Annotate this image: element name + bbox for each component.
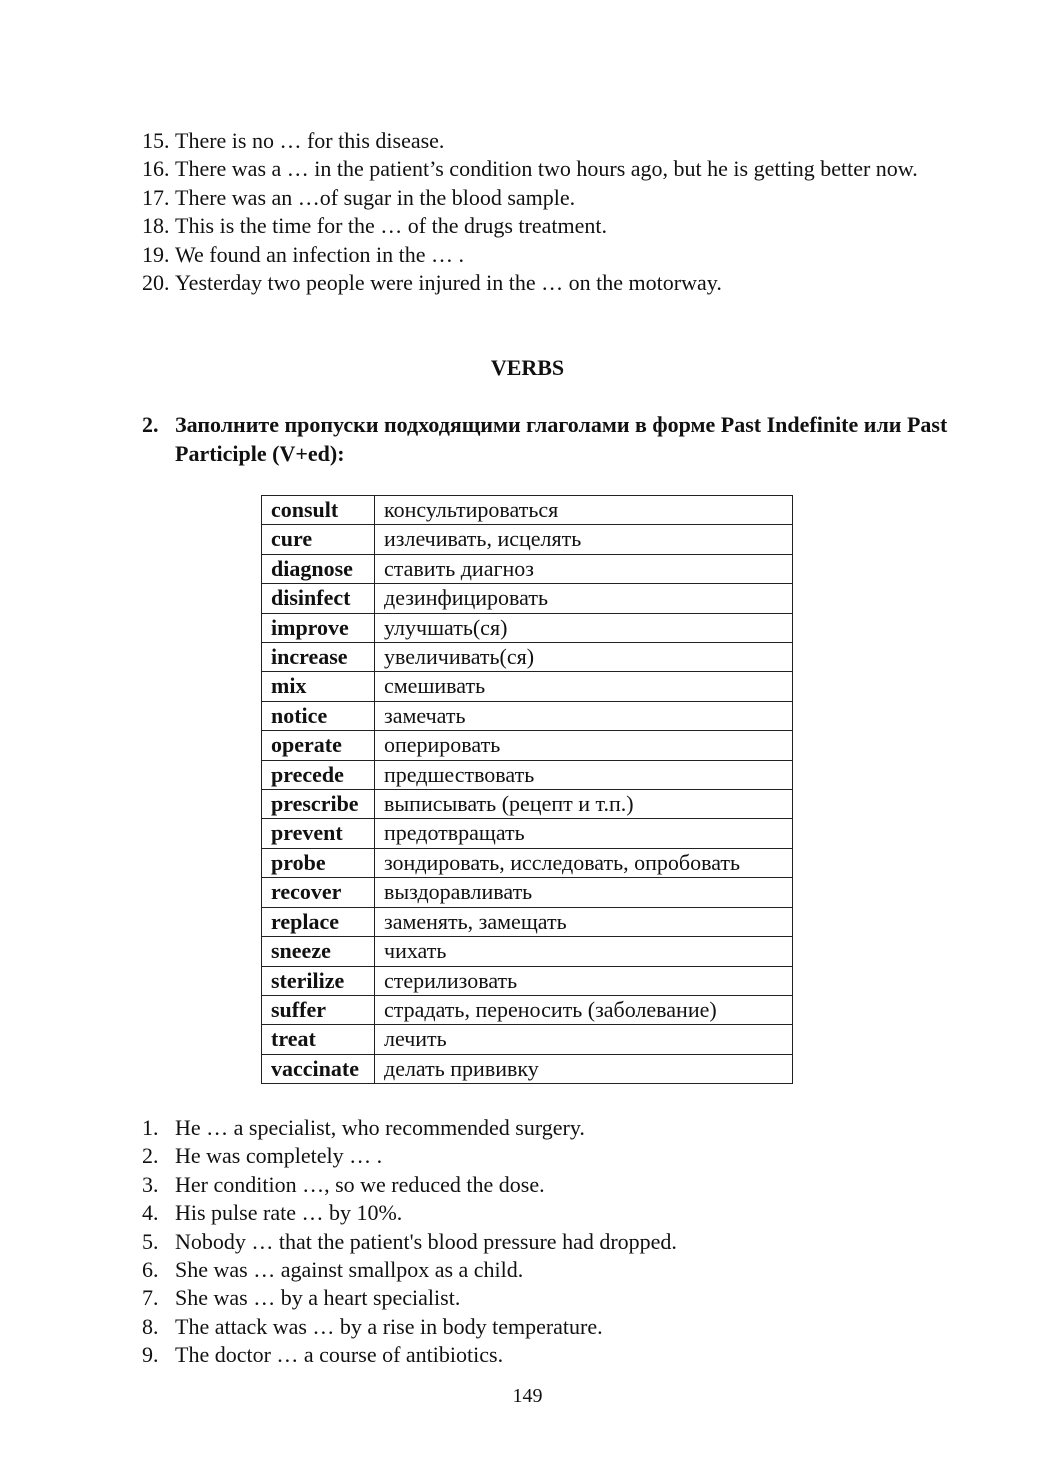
item-number: 9.: [142, 1342, 159, 1368]
list-item: [142, 241, 920, 269]
item-number: 5.: [142, 1228, 159, 1254]
item-text: He … a specialist, who recommended surgery.: [175, 1115, 585, 1140]
russian-translation-cell: делать прививку: [375, 1054, 793, 1083]
item-text: She was … by a heart specialist.: [175, 1285, 461, 1311]
item-number: 17.: [142, 184, 170, 210]
list-item: [142, 1114, 677, 1142]
task-text: Заполните пропуски подходящими глаголами в форме Past Indefinite или Past Participle (V+ed):: [175, 412, 948, 466]
russian-translation-cell: дезинфицировать: [375, 584, 793, 613]
russian-translation-cell: оперировать: [375, 731, 793, 760]
russian-translation-cell: заменять, замещать: [375, 907, 793, 936]
table-row: [262, 554, 793, 583]
russian-translation-cell: смешивать: [375, 672, 793, 701]
table-row: [262, 613, 793, 642]
item-text: He was completely … .: [175, 1143, 383, 1169]
list-item: [142, 1142, 677, 1170]
russian-translation-cell: предотвращать: [375, 819, 793, 848]
table-row: [262, 966, 793, 995]
table-row: [262, 525, 793, 554]
russian-translation-cell: чихать: [375, 937, 793, 966]
item-text: There was a … in the patient’s condition two hours ago, but he is getting better now.: [175, 156, 918, 182]
table-row: [262, 1054, 793, 1083]
item-number: 4.: [142, 1200, 159, 1226]
table-row: [262, 878, 793, 907]
russian-translation-cell: зондировать, исследовать, опробовать: [375, 848, 793, 877]
vocabulary-table: [261, 495, 793, 1084]
page-number: 149: [512, 1385, 543, 1407]
item-text: There is no … for this disease.: [175, 128, 445, 153]
table-row: [262, 496, 793, 525]
item-number: 6.: [142, 1257, 159, 1283]
english-verb-cell: sterilize: [262, 966, 375, 995]
table-row: [262, 819, 793, 848]
list-item: [142, 1171, 677, 1199]
russian-translation-cell: выздоравливать: [375, 878, 793, 907]
item-number: 19.: [142, 241, 170, 267]
table-row: [262, 1025, 793, 1054]
list-item: [142, 1341, 677, 1369]
english-verb-cell: treat: [262, 1025, 375, 1054]
table-row: [262, 907, 793, 936]
list-item: [142, 1284, 677, 1312]
russian-translation-cell: стерилизовать: [375, 966, 793, 995]
table-row: [262, 584, 793, 613]
english-verb-cell: suffer: [262, 995, 375, 1024]
table-row: [262, 760, 793, 789]
english-verb-cell: recover: [262, 878, 375, 907]
item-number: 1.: [142, 1115, 159, 1140]
english-verb-cell: sneeze: [262, 937, 375, 966]
item-text: His pulse rate … by 10%.: [175, 1200, 403, 1226]
russian-translation-cell: излечивать, исцелять: [375, 525, 793, 554]
item-text: She was … against smallpox as a child.: [175, 1257, 524, 1283]
section-heading: VERBS: [490, 355, 565, 380]
russian-translation-cell: замечать: [375, 701, 793, 730]
item-number: 2.: [142, 1143, 159, 1169]
english-verb-cell: disinfect: [262, 584, 375, 613]
item-text: The doctor … a course of antibiotics.: [175, 1342, 504, 1368]
english-verb-cell: increase: [262, 643, 375, 672]
russian-translation-cell: выписывать (рецепт и т.п.): [375, 790, 793, 819]
english-verb-cell: consult: [262, 496, 375, 525]
list-item: [142, 212, 920, 240]
table-row: [262, 731, 793, 760]
list-item: [142, 1228, 677, 1256]
item-text: Nobody … that the patient's blood pressure had dropped.: [175, 1228, 677, 1254]
russian-translation-cell: предшествовать: [375, 760, 793, 789]
english-verb-cell: precede: [262, 760, 375, 789]
item-number: 8.: [142, 1313, 159, 1339]
table-row: [262, 701, 793, 730]
english-verb-cell: vaccinate: [262, 1054, 375, 1083]
list-item: [142, 1256, 677, 1284]
item-number: 7.: [142, 1285, 159, 1311]
item-number: 15.: [142, 128, 170, 153]
table-row: [262, 672, 793, 701]
item-text: The attack was … by a rise in body temperature.: [175, 1313, 603, 1339]
russian-translation-cell: консультироваться: [375, 496, 793, 525]
english-verb-cell: prescribe: [262, 790, 375, 819]
item-text: Yesterday two people were injured in the … on the motorway.: [175, 270, 722, 296]
english-verb-cell: probe: [262, 848, 375, 877]
list-item: [142, 1199, 677, 1227]
english-verb-cell: replace: [262, 907, 375, 936]
english-verb-cell: improve: [262, 613, 375, 642]
table-row: [262, 937, 793, 966]
english-verb-cell: mix: [262, 672, 375, 701]
list-item: [142, 269, 920, 297]
item-number: 3.: [142, 1171, 159, 1197]
russian-translation-cell: ставить диагноз: [375, 554, 793, 583]
table-row: [262, 790, 793, 819]
russian-translation-cell: улучшать(ся): [375, 613, 793, 642]
russian-translation-cell: лечить: [375, 1025, 793, 1054]
english-verb-cell: operate: [262, 731, 375, 760]
table-row: [262, 848, 793, 877]
task-instruction: [142, 411, 962, 468]
russian-translation-cell: страдать, переносить (заболевание): [375, 995, 793, 1024]
item-text: There was an …of sugar in the blood sample.: [175, 184, 576, 210]
list-item: [142, 1313, 677, 1341]
item-text: Her condition …, so we reduced the dose.: [175, 1171, 545, 1197]
item-number: 18.: [142, 213, 170, 239]
list-item: [142, 184, 920, 212]
item-text: We found an infection in the … .: [175, 241, 465, 267]
english-verb-cell: cure: [262, 525, 375, 554]
task-number: 2.: [142, 412, 159, 437]
english-verb-cell: notice: [262, 701, 375, 730]
list-item: [142, 127, 920, 155]
english-verb-cell: prevent: [262, 819, 375, 848]
top-sentence-list: [142, 127, 920, 297]
item-number: 20.: [142, 270, 170, 296]
table-row: [262, 643, 793, 672]
english-verb-cell: diagnose: [262, 554, 375, 583]
list-item: [142, 155, 920, 183]
exercise-sentence-list: [142, 1114, 677, 1370]
table-row: [262, 995, 793, 1024]
item-text: This is the time for the … of the drugs treatment.: [175, 213, 607, 239]
russian-translation-cell: увеличивать(ся): [375, 643, 793, 672]
item-number: 16.: [142, 156, 170, 182]
